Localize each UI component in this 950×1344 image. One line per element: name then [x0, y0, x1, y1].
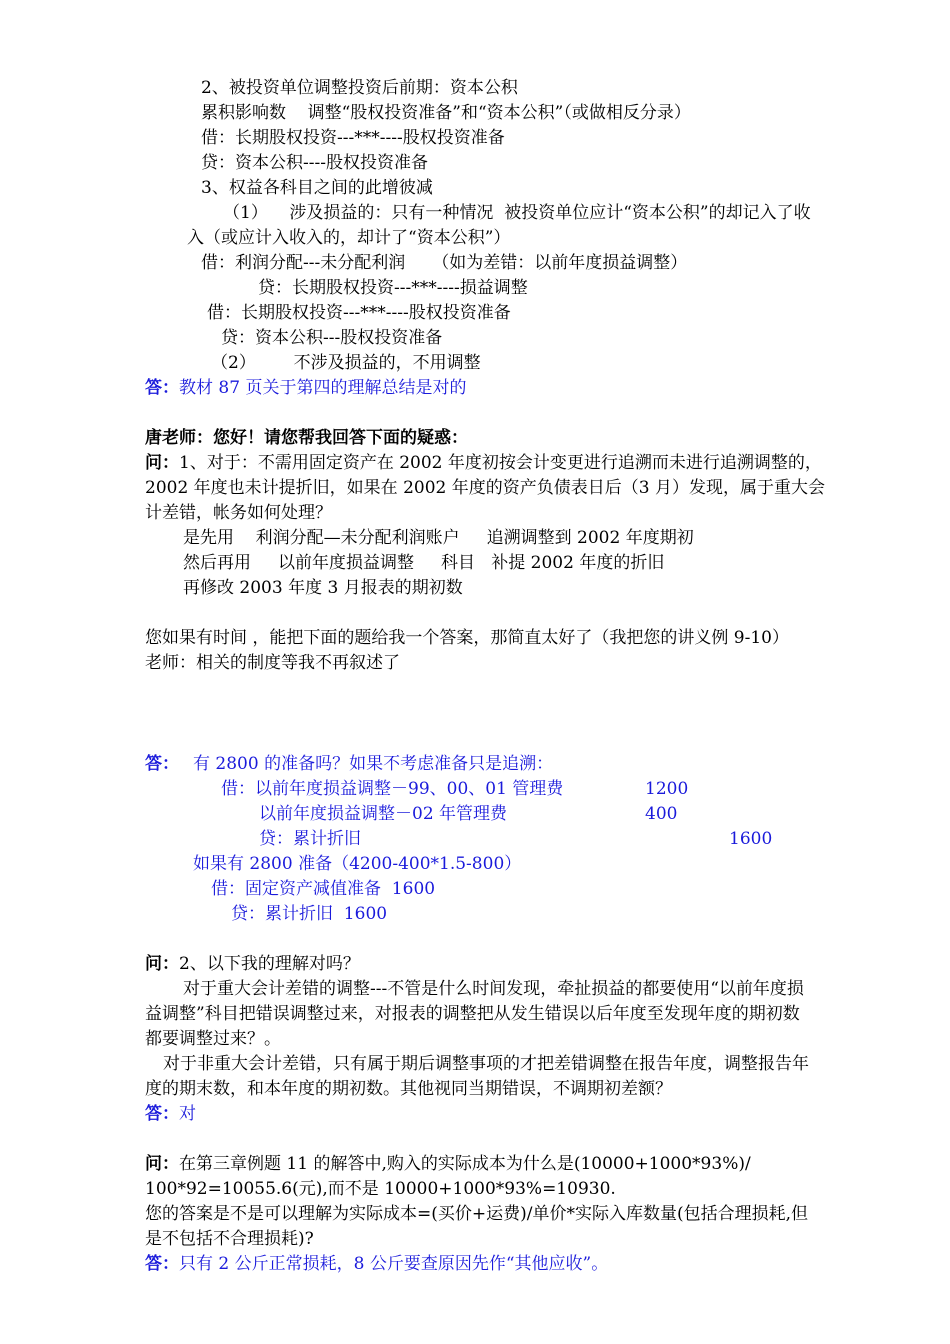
answer-text: 有 2800 的准备吗？如果不考虑准备只是追溯：	[193, 754, 554, 774]
text-line: （2） 不涉及损益的，不用调整	[211, 353, 481, 373]
answer-text: 只有 2 公斤正常损耗，8 公斤要查原因先作“其他应收”。	[179, 1254, 609, 1274]
journal-amount: 1200	[645, 779, 689, 799]
answer-text: 教材 87 页关于第四的理解总结是对的	[179, 378, 467, 398]
text-line: 借：长期股权投资---***----股权投资准备	[207, 303, 511, 323]
text-line: 都要调整过来？。	[145, 1029, 281, 1049]
text-line: 对于重大会计差错的调整---不管是什么时间发现，牵扯损益的都要使用“以前年度损	[183, 979, 804, 999]
text-line: 100*92=10055.6(元),而不是 10000+1000*93%=10930.	[145, 1179, 616, 1199]
question-line	[145, 952, 360, 976]
text-line: 计差错，帐务如何处理？	[145, 503, 332, 523]
text-line: 累积影响数 调整“股权投资准备”和“资本公积”（或做相反分录）	[201, 103, 691, 123]
answer-label: 答：	[145, 378, 179, 398]
answer-line	[145, 1252, 608, 1276]
text-line: 入（或应计入收入的，却计了“资本公积”）	[187, 228, 511, 248]
answer-label: 答：	[145, 1254, 179, 1274]
answer-line	[145, 376, 466, 400]
journal-entry-line: 借：以前年度损益调整－99、00、01 管理费	[221, 779, 564, 799]
text-line: 您的答案是不是可以理解为实际成本=(买价+运费)/单价*实际入库数量(包括合理损耗,但	[145, 1204, 809, 1224]
journal-entry-line: 贷：累计折旧 1600	[231, 904, 388, 924]
journal-entry-line: 以前年度损益调整－02 年管理费	[259, 804, 508, 824]
text-line: 是不包括不合理损耗)?	[145, 1229, 314, 1249]
question-text: 2、以下我的理解对吗？	[179, 954, 360, 974]
answer-label: 答：	[145, 1104, 179, 1124]
text-line: 然后再用 以前年度损益调整 科目 补提 2002 年度的折旧	[183, 553, 665, 573]
text-line: 2、被投资单位调整投资后前期：资本公积	[201, 78, 518, 98]
question-label: 问：	[145, 954, 179, 974]
question-text: 1、对于：不需用固定资产在 2002 年度初按会计变更进行追溯而未进行追溯调整的，	[179, 453, 822, 473]
text-line: 3、权益各科目之间的此增彼减	[201, 178, 433, 198]
answer-line	[145, 1102, 196, 1126]
text-line: 贷：资本公积---股权投资准备	[221, 328, 443, 348]
text-line: （1） 涉及损益的：只有一种情况 被投资单位应计“资本公积”的却记入了收	[223, 203, 811, 223]
text-line: 益调整”科目把错误调整过来，对报表的调整把从发生错误以后年度至发现年度的期初数	[145, 1004, 800, 1024]
question-text: 在第三章例题 11 的解答中,购入的实际成本为什么是(10000+1000*93%)/	[179, 1154, 751, 1174]
question-label: 问：	[145, 453, 179, 473]
text-line: 老师：相关的制度等我不再叙述了	[145, 653, 400, 673]
text-line: 贷：长期股权投资---***----损益调整	[258, 278, 528, 298]
text-line: 2002 年度也未计提折旧，如果在 2002 年度的资产负债表日后（3 月）发现，属于重大会	[145, 478, 825, 498]
text-line: 是先用 利润分配—未分配利润账户 追溯调整到 2002 年度期初	[183, 528, 694, 548]
text-line: 借：长期股权投资---***----股权投资准备	[201, 128, 505, 148]
journal-entry-line: 借：固定资产减值准备 1600	[211, 879, 436, 899]
answer-line	[145, 752, 553, 776]
text-line: 再修改 2003 年度 3 月报表的期初数	[183, 578, 463, 598]
question-label: 问：	[145, 1154, 179, 1174]
journal-entry-line: 贷：累计折旧	[259, 829, 361, 849]
text-line: 贷：资本公积----股权投资准备	[201, 153, 428, 173]
journal-amount: 1600	[729, 829, 773, 849]
text-line: 您如果有时间 ，能把下面的题给我一个答案，那简直太好了（我把您的讲义例 9-10）	[145, 628, 789, 648]
journal-amount: 400	[645, 804, 678, 824]
question-line	[145, 451, 822, 475]
text-line: 对于非重大会计差错，只有属于期后调整事项的才把差错调整在报告年度，调整报告年	[163, 1054, 809, 1074]
answer-text: 对	[179, 1104, 196, 1124]
greeting-line: 唐老师：您好！请您帮我回答下面的疑惑：	[145, 428, 468, 448]
answer-text: 如果有 2800 准备（4200-400*1.5-800）	[193, 854, 522, 874]
answer-label: 答：	[145, 754, 179, 774]
text-line: 度的期末数，和本年度的期初数。其他视同当期错误，不调期初差额？	[145, 1079, 672, 1099]
text-line: 借：利润分配---未分配利润 （如为差错：以前年度损益调整）	[201, 253, 688, 273]
question-line	[145, 1152, 751, 1176]
